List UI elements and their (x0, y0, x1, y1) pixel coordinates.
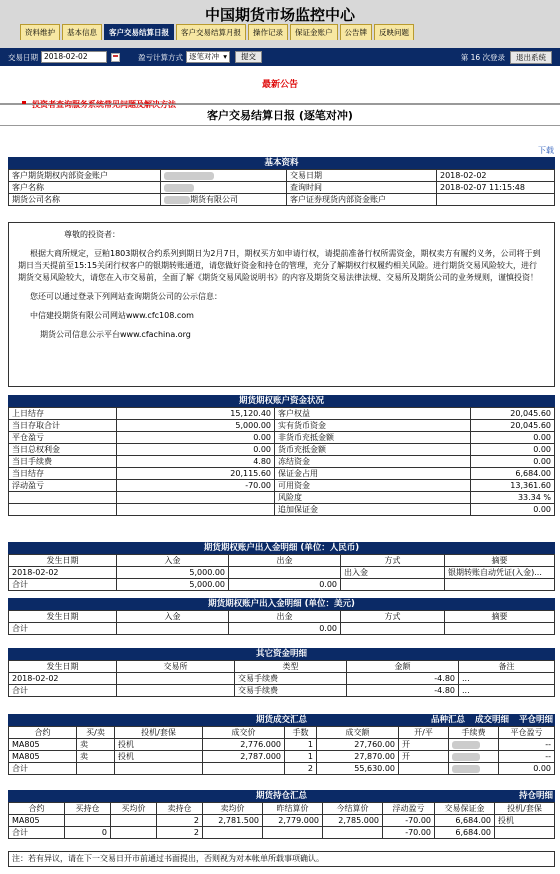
column-header: 浮动盈亏 (383, 803, 435, 815)
table-cell (445, 623, 555, 635)
table-cell: 2,785.000 (323, 815, 383, 827)
link-close-detail[interactable]: 平仓明细 (518, 715, 553, 725)
tab-bulletin[interactable]: 公告牌 (340, 24, 373, 40)
table-cell (341, 623, 445, 635)
table-cell: 0.00 (471, 444, 555, 456)
table-row (9, 182, 555, 194)
table-cell (341, 579, 445, 591)
trades-table (8, 726, 555, 775)
table-cell: 合计 (9, 623, 117, 635)
calc-method-label: 盈亏计算方式 (138, 52, 183, 62)
table-cell: 当日存取合计 (9, 420, 117, 432)
table-cell: 浮动盈亏 (9, 480, 117, 492)
table-cell (111, 815, 157, 827)
table-row (9, 815, 555, 827)
positions-table (8, 802, 555, 839)
table-cell (65, 815, 111, 827)
table-cell (495, 827, 555, 839)
table-cell (117, 673, 235, 685)
table-row (9, 456, 555, 468)
column-header: 昨结算价 (263, 803, 323, 815)
table-cell: 当日结存 (9, 468, 117, 480)
table-row (9, 685, 555, 697)
basic-info-table (8, 169, 555, 206)
link-position-detail[interactable]: 持仓明细 (518, 791, 553, 801)
table-cell: 冻结资金 (275, 456, 471, 468)
table-cell: 交易手续费 (235, 673, 347, 685)
usd-flow-section (8, 598, 555, 635)
section-title-bar (8, 790, 555, 802)
table-cell: 33.34 % (471, 492, 555, 504)
usd-flow-table (8, 610, 555, 635)
table-cell: 2 (285, 763, 317, 775)
table-cell: 合计 (9, 827, 65, 839)
header-row (9, 727, 555, 739)
table-cell: 6,684.00 (471, 468, 555, 480)
section-title-bar (8, 714, 555, 726)
letter-line: 您还可以通过登录下列网站查询期货公司的公示信息： (30, 292, 222, 301)
column-header: 卖持仓 (157, 803, 203, 815)
column-header: 备注 (459, 661, 555, 673)
table-cell: MA805 (9, 739, 77, 751)
table-cell: 开 (399, 751, 449, 763)
table-cell: 20,115.60 (117, 468, 275, 480)
column-header: 方式 (341, 611, 445, 623)
column-header: 卖均价 (203, 803, 263, 815)
table-cell: 平仓盈亏 (9, 432, 117, 444)
column-header: 摘要 (445, 611, 555, 623)
column-header: 投机/套保 (115, 727, 203, 739)
table-cell: 银期转账自动凭证(入金)... (445, 567, 555, 579)
table-cell (445, 579, 555, 591)
tab-monthly-statement[interactable]: 客户交易结算月报 (176, 24, 246, 40)
tab-profile[interactable]: 资料维护 (20, 24, 60, 40)
table-cell (115, 763, 203, 775)
table-row (9, 194, 555, 206)
table-row (9, 827, 555, 839)
table-row (9, 468, 555, 480)
table-row (9, 623, 555, 635)
table-cell: 货币充抵金额 (275, 444, 471, 456)
table-cell: 合计 (9, 579, 117, 591)
table-cell: 2,787.000 (203, 751, 285, 763)
table-cell (203, 827, 263, 839)
column-header: 发生日期 (9, 661, 117, 673)
column-header: 入金 (117, 611, 229, 623)
header-row (9, 803, 555, 815)
table-cell: MA805 (9, 751, 77, 763)
column-header: 方式 (341, 555, 445, 567)
fund-body (9, 408, 555, 516)
redacted-value (452, 753, 480, 761)
table-cell: 可用资金 (275, 480, 471, 492)
table-row (9, 751, 555, 763)
table-cell: -4.80 (347, 685, 459, 697)
notice-board (0, 66, 560, 109)
column-header: 出金 (229, 611, 341, 623)
table-cell: 0.00 (229, 623, 341, 635)
column-header: 手续费 (449, 727, 499, 739)
column-header: 成交价 (203, 727, 285, 739)
report-title: 客户交易结算日报 (逐笔对冲) (0, 104, 560, 126)
table-cell (9, 492, 117, 504)
logout-button[interactable]: 退出系统 (510, 51, 552, 64)
site-title: 中国期货市场监控中心 (204, 6, 355, 24)
table-cell: 0.00 (117, 432, 275, 444)
table-cell: 投机 (495, 815, 555, 827)
rmb-flow-section (8, 542, 555, 591)
table-row (9, 492, 555, 504)
table-cell: 2018-02-02 (9, 673, 117, 685)
table-row (9, 763, 555, 775)
table-cell: 0.00 (229, 579, 341, 591)
positions-section (8, 790, 555, 839)
section-title: 其它资金明细 (8, 648, 555, 660)
table-cell: 0.00 (471, 456, 555, 468)
table-cell: -70.00 (117, 480, 275, 492)
table-cell: 投机 (115, 739, 203, 751)
table-row (9, 673, 555, 685)
rmb-flow-table (8, 554, 555, 591)
trade-links (421, 714, 553, 726)
table-cell: 投机 (115, 751, 203, 763)
table-cell (263, 827, 323, 839)
table-cell: 合计 (9, 763, 77, 775)
table-cell: 1 (285, 751, 317, 763)
table-cell (449, 751, 499, 763)
positions-body (9, 803, 555, 839)
table-row (9, 480, 555, 492)
chevron-down-icon: ▾ (223, 52, 227, 61)
redacted-value (164, 196, 190, 204)
table-cell: MA805 (9, 815, 65, 827)
table-row (9, 579, 555, 591)
table-cell: 0.00 (499, 763, 555, 775)
cell: 客户期货期权内部资金账户 (9, 170, 161, 182)
link-variety-summary[interactable]: 品种汇总 (430, 715, 465, 725)
table-cell (449, 739, 499, 751)
submit-button[interactable]: 提交 (235, 51, 262, 63)
table-cell: 20,045.60 (471, 420, 555, 432)
table-cell (117, 623, 229, 635)
table-cell: 合计 (9, 685, 117, 697)
table-row (9, 408, 555, 420)
header-row (9, 555, 555, 567)
table-cell: 上日结存 (9, 408, 117, 420)
cell: 客户名称 (9, 182, 161, 194)
table-cell: 卖 (77, 751, 115, 763)
table-row (9, 504, 555, 516)
table-cell: 15,120.40 (117, 408, 275, 420)
table-cell (111, 827, 157, 839)
letter-body: 根据大商所规定，豆粕1803期权合约系列到期日为2月7日，期权买方如申请行权，请提前准备行权所需资金，期权卖方有履约义务，公司将于到期日当天提前至15:15关闭行权客户的银期转账通道，请您做好资金和持仓的管理，充分了解期权行权履约相关风险。进行期货交易风险较大，进行期货交易风险较大，请您在入市交易前，全面了解《期货交易风险说明书》的内容及期货交易法律法规、交易所及期货公司的业务规则，谨慎投资！ (18, 249, 541, 282)
column-header: 发生日期 (9, 555, 117, 567)
table-row (9, 567, 555, 579)
notice-link[interactable]: 投资者查询服务系统常见问题及解决方法 (32, 100, 176, 109)
table-cell: 0 (65, 827, 111, 839)
table-cell: 2,779.000 (263, 815, 323, 827)
table-cell (323, 827, 383, 839)
column-header: 入金 (117, 555, 229, 567)
table-cell: 非货币充抵金额 (275, 432, 471, 444)
table-cell: 客户权益 (275, 408, 471, 420)
column-header: 投机/套保 (495, 803, 555, 815)
table-row (9, 170, 555, 182)
table-cell (449, 763, 499, 775)
table-cell: 0.00 (471, 432, 555, 444)
account-value (161, 170, 287, 182)
calc-method-value: 逐笔对冲 (189, 52, 219, 61)
tab-feedback[interactable]: 反映问题 (374, 24, 414, 40)
section-title: 期货期权账户资金状况 (8, 395, 555, 407)
table-cell: 2,776.000 (203, 739, 285, 751)
table-cell: 2 (157, 815, 203, 827)
column-header: 买/卖 (77, 727, 115, 739)
cell: 期货公司名称 (9, 194, 161, 206)
table-cell: 27,870.00 (317, 751, 399, 763)
table-cell (399, 763, 449, 775)
column-header: 摘要 (445, 555, 555, 567)
cell: 客户证券现货内部资金账户 (287, 194, 437, 206)
column-header: 买持仓 (65, 803, 111, 815)
table-cell: 0.00 (117, 444, 275, 456)
date-input[interactable]: 2018-02-02 (41, 51, 107, 63)
company-name: 期货有限公司 (190, 195, 238, 204)
section-title: 基本资料 (8, 157, 555, 169)
redacted-value (164, 184, 194, 192)
redacted-value (164, 172, 214, 180)
letter-line: 期货公司信息公示平台www.cfachina.org (40, 330, 191, 339)
other-body (9, 661, 555, 697)
table-cell: 4.80 (117, 456, 275, 468)
table-cell: 当日总权利金 (9, 444, 117, 456)
section-title: 期货期权账户出入金明细 (单位：美元) (8, 598, 555, 610)
header-row (9, 611, 555, 623)
table-cell: 2 (157, 827, 203, 839)
date-label: 交易日期 (8, 52, 38, 62)
table-cell: 2,781.500 (203, 815, 263, 827)
column-header: 成交额 (317, 727, 399, 739)
table-cell: 6,684.00 (435, 815, 495, 827)
table-cell: 0.00 (471, 504, 555, 516)
table-cell (203, 763, 285, 775)
name-value (161, 182, 287, 194)
tab-operation-log[interactable]: 操作记录 (248, 24, 288, 40)
section-title: 期货持仓汇总 (255, 791, 307, 801)
redacted-value (452, 741, 480, 749)
table-cell: 6,684.00 (435, 827, 495, 839)
basic-info-section (8, 157, 555, 206)
table-cell (117, 504, 275, 516)
table-cell: 卖 (77, 739, 115, 751)
table-cell: 5,000.00 (117, 420, 275, 432)
cell: 交易日期 (287, 170, 437, 182)
report-header (0, 104, 560, 126)
notice-title: 最新公告 (261, 80, 298, 90)
trades-section (8, 714, 555, 775)
column-header: 开/平 (399, 727, 449, 739)
trades-body (9, 727, 555, 775)
other-funds-table (8, 660, 555, 697)
footer-note: 注：若有异议，请在下一交易日开市前通过书面提出，否则视为对本帐单所载事项确认。 (8, 851, 555, 867)
cell (437, 194, 555, 206)
table-cell: 20,045.60 (471, 408, 555, 420)
rmb-body (9, 555, 555, 591)
login-count: 第 16 次登录 (460, 52, 505, 62)
letter-line: 中信建投期货有限公司网站www.cfc108.com (30, 311, 194, 320)
column-header: 手数 (285, 727, 317, 739)
tab-daily-statement[interactable]: 客户交易结算日报 (104, 24, 174, 40)
table-cell: 1 (285, 739, 317, 751)
table-cell (9, 504, 117, 516)
table-cell: -- (499, 739, 555, 751)
column-header: 今结算价 (323, 803, 383, 815)
table-cell: 追加保证金 (275, 504, 471, 516)
table-cell (117, 492, 275, 504)
cell: 2018-02-07 11:15:48 (437, 182, 555, 194)
header (0, 0, 560, 48)
tab-margin-account[interactable]: 保证金账户 (290, 24, 338, 40)
table-cell: 当日手续费 (9, 456, 117, 468)
table-cell: -4.80 (347, 673, 459, 685)
table-cell: 出入金 (341, 567, 445, 579)
header-row (9, 661, 555, 673)
column-header: 金额 (347, 661, 459, 673)
link-trade-detail[interactable]: 成交明细 (474, 715, 509, 725)
table-cell: 风险度 (275, 492, 471, 504)
calendar-icon[interactable] (111, 53, 120, 62)
cell: 查询时间 (287, 182, 437, 194)
query-toolbar (0, 48, 560, 66)
table-cell (229, 567, 341, 579)
table-cell: 27,760.00 (317, 739, 399, 751)
table-cell: -70.00 (383, 827, 435, 839)
redacted-value (452, 765, 480, 773)
table-cell: 5,000.00 (117, 579, 229, 591)
column-header: 出金 (229, 555, 341, 567)
position-links (509, 790, 553, 802)
table-cell: 5,000.00 (117, 567, 229, 579)
table-cell (117, 685, 235, 697)
table-cell: 交易手续费 (235, 685, 347, 697)
table-cell: ... (459, 673, 555, 685)
table-cell: 2018-02-02 (9, 567, 117, 579)
column-header: 平仓盈亏 (499, 727, 555, 739)
table-cell: 13,361.60 (471, 480, 555, 492)
download-link[interactable]: 下载 (538, 146, 554, 155)
letter-greeting: 尊敬的投资者： (64, 230, 120, 239)
table-cell: -- (499, 751, 555, 763)
nav-tabs (20, 24, 416, 40)
table-cell: 55,630.00 (317, 763, 399, 775)
column-header: 发生日期 (9, 611, 117, 623)
section-title: 期货成交汇总 (255, 715, 307, 725)
company-value (161, 194, 287, 206)
table-row (9, 739, 555, 751)
column-header: 类型 (235, 661, 347, 673)
table-cell (77, 763, 115, 775)
column-header: 买均价 (111, 803, 157, 815)
announcement-letter (8, 222, 555, 387)
table-row (9, 432, 555, 444)
fund-status-section (8, 395, 555, 516)
column-header: 交易所 (117, 661, 235, 673)
column-header: 合约 (9, 727, 77, 739)
table-cell: ... (459, 685, 555, 697)
table-cell: -70.00 (383, 815, 435, 827)
table-cell: 开 (399, 739, 449, 751)
table-row (9, 420, 555, 432)
table-cell: 保证金占用 (275, 468, 471, 480)
table-cell: 实有货币资金 (275, 420, 471, 432)
column-header: 交易保证金 (435, 803, 495, 815)
table-row (9, 444, 555, 456)
column-header: 合约 (9, 803, 65, 815)
section-title: 期货期权账户出入金明细 (单位：人民币) (8, 542, 555, 554)
tab-basic-info[interactable]: 基本信息 (62, 24, 102, 40)
calc-method-select[interactable] (186, 51, 230, 63)
usd-body (9, 611, 555, 635)
other-funds-section (8, 648, 555, 697)
fund-table (8, 407, 555, 516)
cell: 2018-02-02 (437, 170, 555, 182)
